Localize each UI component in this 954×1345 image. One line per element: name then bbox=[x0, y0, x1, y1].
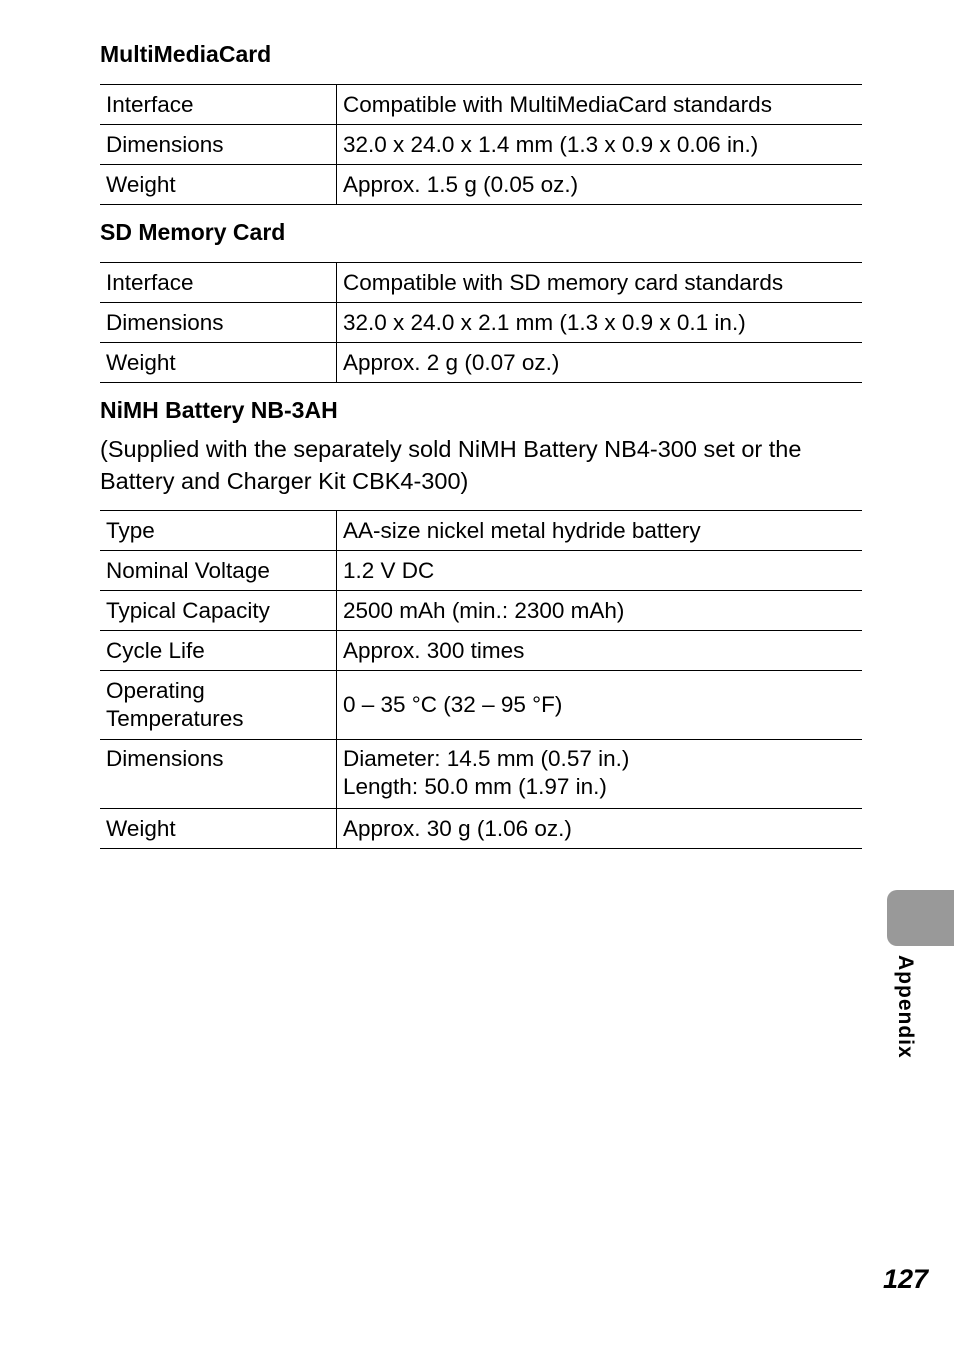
appendix-tab-label: Appendix bbox=[894, 955, 917, 1059]
row-label: Nominal Voltage bbox=[100, 551, 337, 591]
table-row bbox=[100, 671, 862, 740]
intro-line: Battery and Charger Kit CBK4-300) bbox=[100, 468, 469, 494]
row-label: Weight bbox=[100, 343, 337, 383]
section-title-sd-memory-card: SD Memory Card bbox=[100, 219, 286, 245]
row-label: Weight bbox=[100, 809, 337, 849]
section-intro bbox=[100, 433, 870, 497]
row-label bbox=[100, 671, 337, 740]
row-label: Type bbox=[100, 511, 337, 551]
row-value: AA-size nickel metal hydride battery bbox=[337, 511, 863, 551]
table-row bbox=[100, 809, 862, 849]
row-label: Interface bbox=[100, 85, 337, 125]
row-value-line: Length: 50.0 mm (1.97 in.) bbox=[343, 774, 607, 799]
row-value: Approx. 2 g (0.07 oz.) bbox=[337, 343, 863, 383]
row-value: 2500 mAh (min.: 2300 mAh) bbox=[337, 591, 863, 631]
row-label: Cycle Life bbox=[100, 631, 337, 671]
row-value: Approx. 30 g (1.06 oz.) bbox=[337, 809, 863, 849]
row-label-line: Operating bbox=[106, 678, 205, 703]
appendix-tab-marker bbox=[887, 890, 954, 946]
table-row bbox=[100, 125, 862, 165]
table-row bbox=[100, 740, 862, 809]
row-value: Approx. 1.5 g (0.05 oz.) bbox=[337, 165, 863, 205]
row-value: 32.0 x 24.0 x 2.1 mm (1.3 x 0.9 x 0.1 in.) bbox=[337, 303, 863, 343]
row-label: Typical Capacity bbox=[100, 591, 337, 631]
section-title-multimediacard: MultiMediaCard bbox=[100, 41, 272, 67]
row-label: Dimensions bbox=[100, 125, 337, 165]
row-value bbox=[337, 740, 863, 809]
spec-table-multimediacard bbox=[100, 84, 862, 205]
table-row bbox=[100, 551, 862, 591]
table-row bbox=[100, 303, 862, 343]
row-value: Compatible with MultiMediaCard standards bbox=[337, 85, 863, 125]
row-value-line: Diameter: 14.5 mm (0.57 in.) bbox=[343, 746, 630, 771]
row-value: Compatible with SD memory card standards bbox=[337, 263, 863, 303]
row-label: Dimensions bbox=[100, 740, 337, 809]
table-row bbox=[100, 165, 862, 205]
row-value: 1.2 V DC bbox=[337, 551, 863, 591]
table-row bbox=[100, 511, 862, 551]
row-label: Interface bbox=[100, 263, 337, 303]
spec-table-sd-memory-card bbox=[100, 262, 862, 383]
page-number: 127 bbox=[882, 1264, 928, 1294]
row-label: Weight bbox=[100, 165, 337, 205]
spec-table-nimh-battery bbox=[100, 510, 862, 849]
row-value: 32.0 x 24.0 x 1.4 mm (1.3 x 0.9 x 0.06 in.) bbox=[337, 125, 863, 165]
table-row bbox=[100, 343, 862, 383]
row-value: 0 – 35 °C (32 – 95 °F) bbox=[337, 671, 863, 740]
table-row bbox=[100, 85, 862, 125]
row-label-line: Temperatures bbox=[106, 706, 244, 731]
table-row bbox=[100, 591, 862, 631]
row-label: Dimensions bbox=[100, 303, 337, 343]
table-row bbox=[100, 263, 862, 303]
intro-line: (Supplied with the separately sold NiMH Battery NB4-300 set or the bbox=[100, 436, 802, 462]
table-row bbox=[100, 631, 862, 671]
section-title-nimh-battery: NiMH Battery NB-3AH bbox=[100, 397, 338, 423]
row-value: Approx. 300 times bbox=[337, 631, 863, 671]
